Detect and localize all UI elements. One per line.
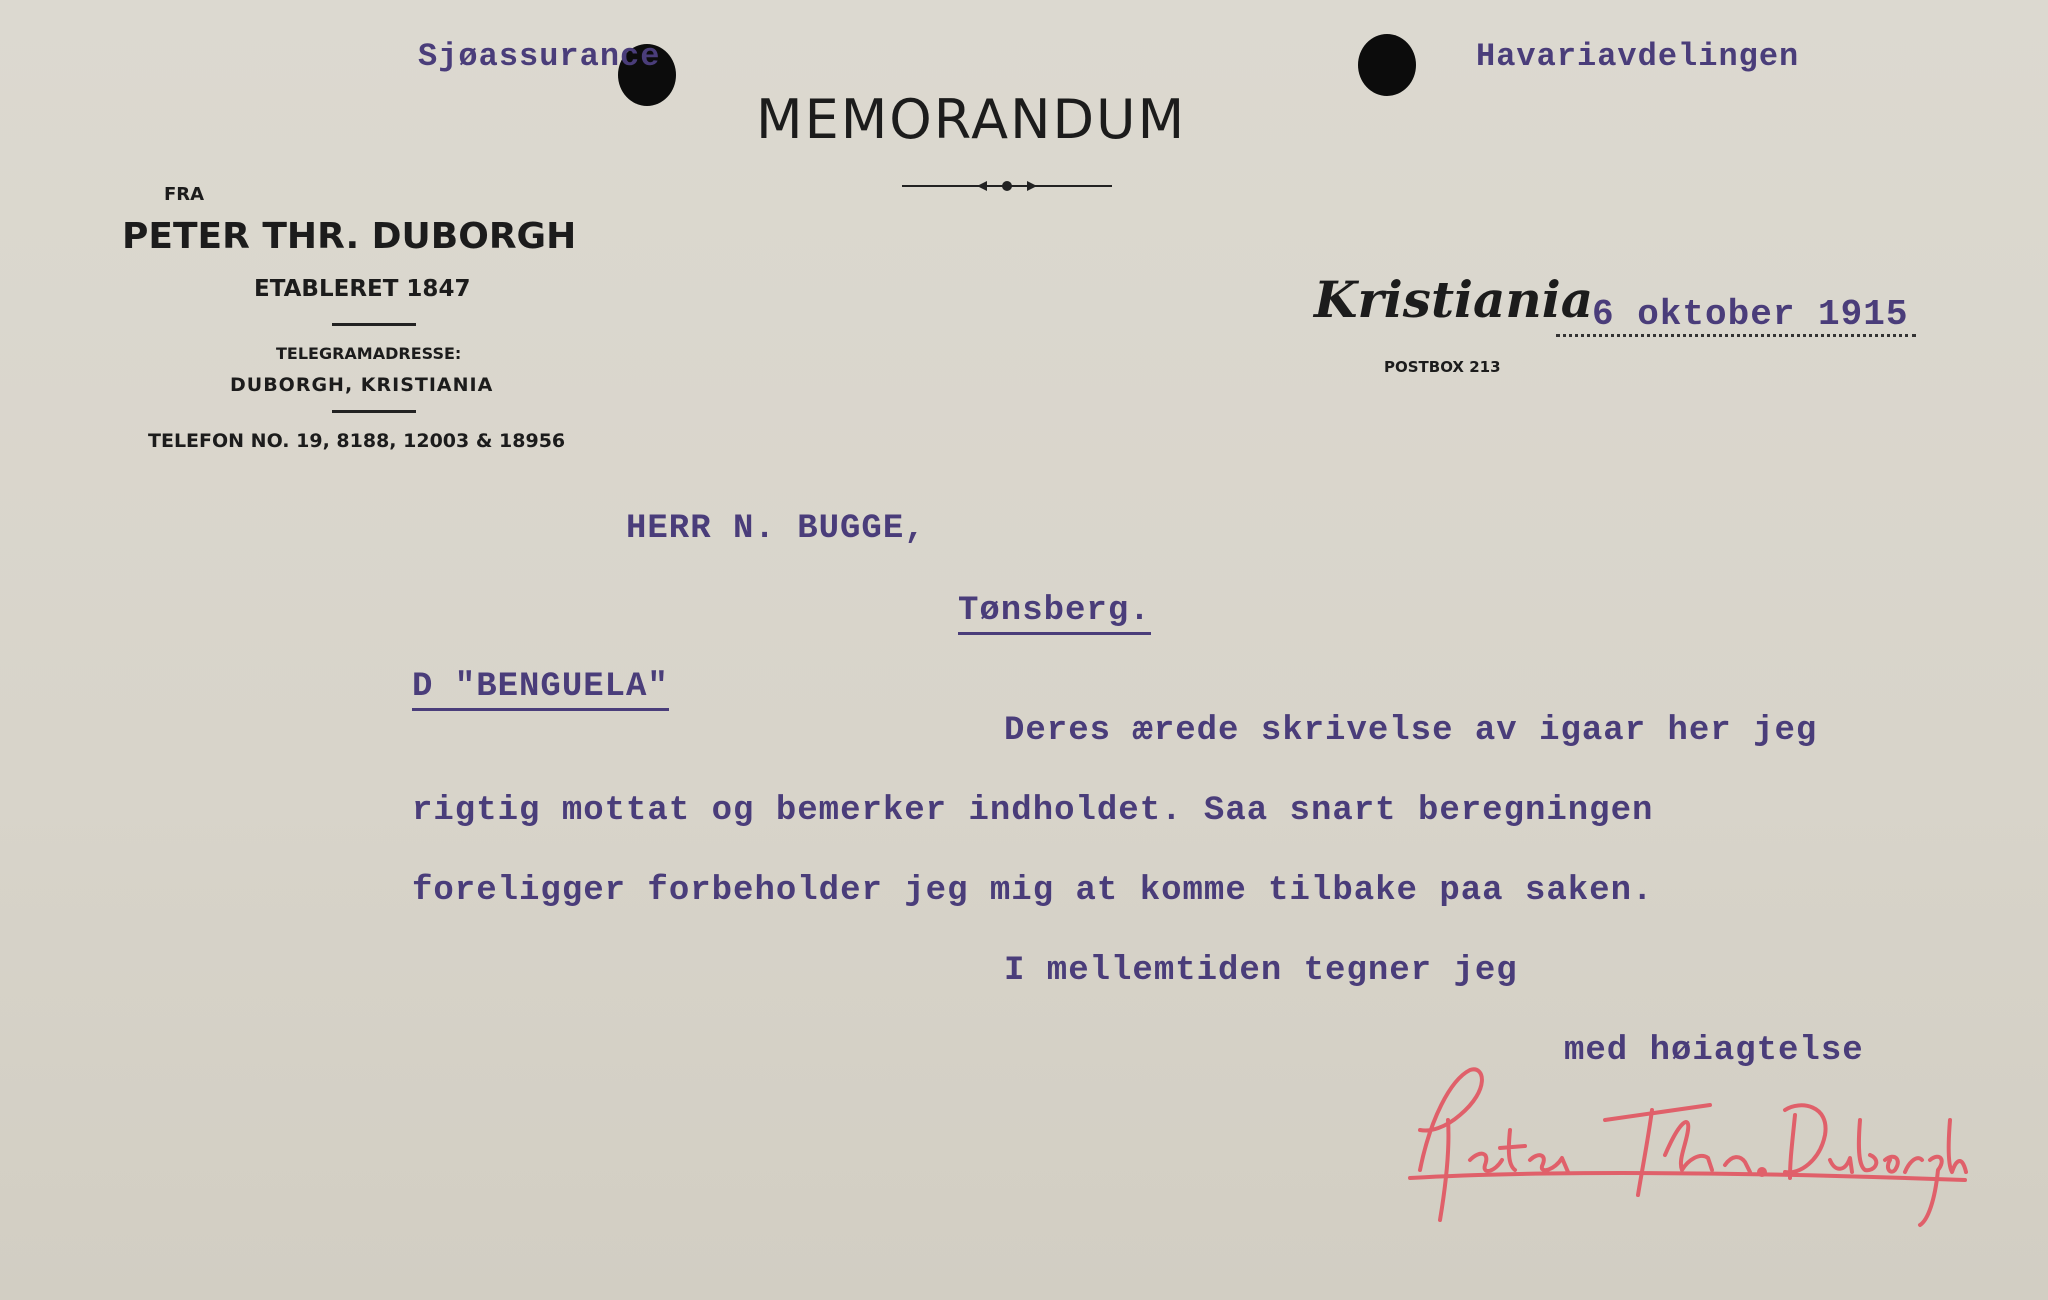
body-line-1: Deres ærede skrivelse av igaar her jeg [1004,712,1818,750]
dateline-date: 6 oktober 1915 [1592,294,1909,335]
recipient-name: HERR N. BUGGE, [626,510,926,548]
sender-established: ETABLERET 1847 [254,276,471,302]
title-ornament [902,176,1112,196]
body-line-4: I mellemtiden tegner jeg [1004,952,1518,990]
telephone-numbers: TELEFON NO. 19, 8188, 12003 & 18956 [148,430,566,452]
body-line-2: rigtig mottat og bemerker indholdet. Saa snart beregningen [412,792,1654,830]
from-label: FRA [164,184,205,205]
postbox: POSTBOX 213 [1384,358,1501,376]
recipient-city: Tønsberg. [958,592,1151,635]
telegram-label: TELEGRAMADRESSE: [276,344,462,363]
punch-hole-right [1358,34,1416,96]
sender-rule-1 [332,323,416,326]
body-line-3: foreligger forbeholder jeg mig at komme tilbake paa saken. [412,872,1654,910]
closing: med høiagtelse [1564,1032,1864,1070]
handwritten-signature [1390,1060,1970,1230]
telegram-address: DUBORGH, KRISTIANIA [230,374,494,396]
right-department: Havariavdelingen [1476,38,1800,75]
dateline-city: Kristiania [1314,270,1594,329]
memo-title: MEMORANDUM [756,88,1187,151]
left-department: Sjøassurance [418,38,661,75]
subject-line: D "BENGUELA" [412,668,669,711]
sender-rule-2 [332,410,416,413]
sender-name: PETER THR. DUBORGH [122,216,577,257]
